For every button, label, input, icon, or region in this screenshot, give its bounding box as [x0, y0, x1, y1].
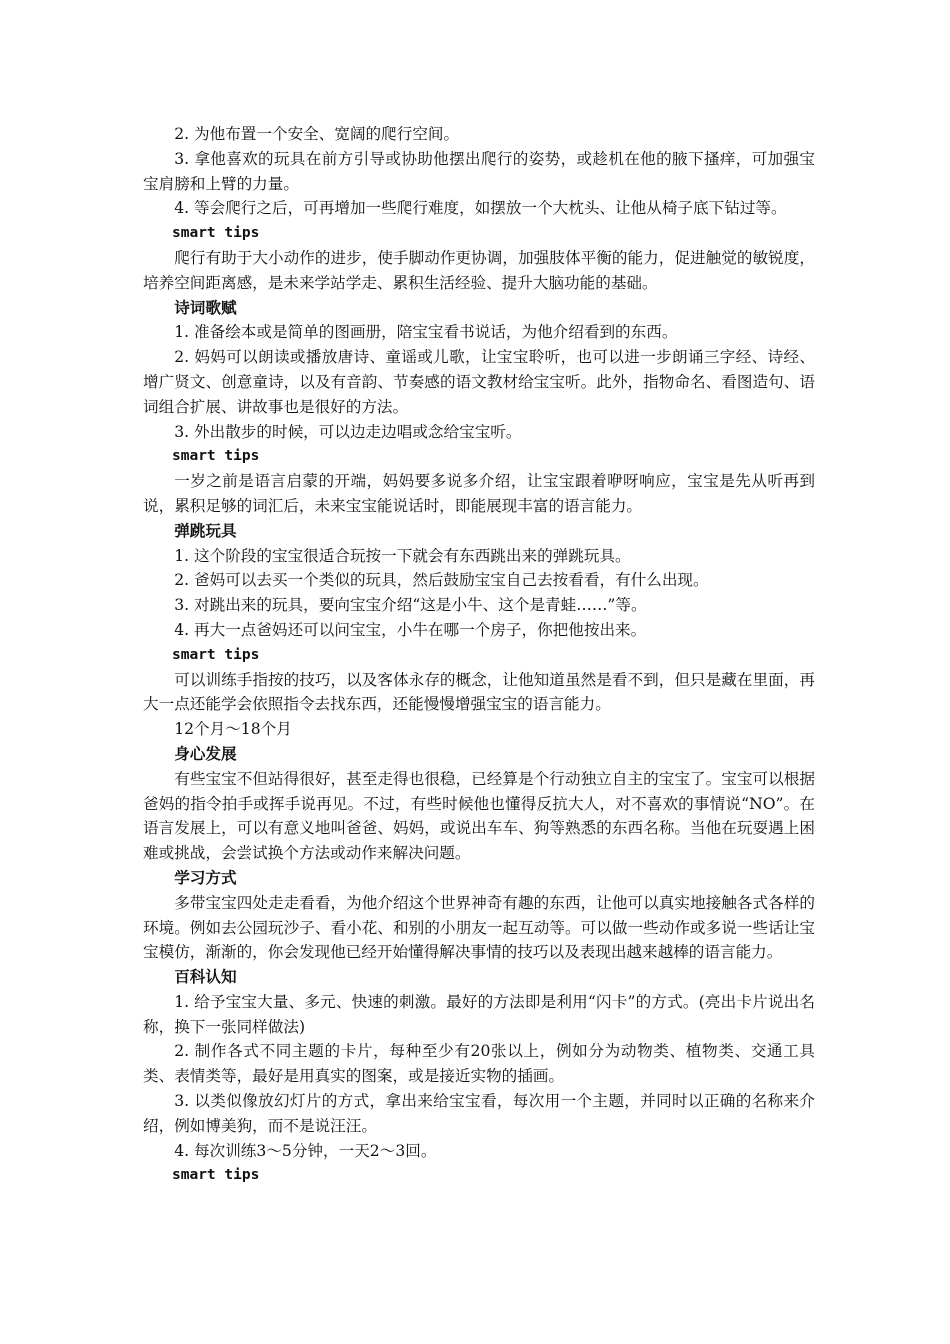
- paragraph: 4. 再大一点爸妈还可以问宝宝，小牛在哪一个房子，你把他按出来。: [174, 620, 647, 639]
- paragraph: 2. 爸妈可以去买一个类似的玩具，然后鼓励宝宝自己去按看看，有什么出现。: [174, 571, 709, 590]
- section-heading: 弹跳玩具: [174, 520, 237, 540]
- paragraph: 1. 给予宝宝大量、多元、快速的刺激。最好的方法即是利用“闪卡”的方式。(亮出卡片说出名称，换下一张同样做法): [143, 992, 815, 1036]
- section-heading: 学习方式: [174, 867, 237, 887]
- smart-tips-label: smart tips: [172, 646, 260, 663]
- paragraph: 可以训练手指按的技巧，以及客体永存的概念，让他知道虽然是看不到，但只是藏在里面，再大一点还能学会依照指令去找东西，还能慢慢增强宝宝的语言能力。: [143, 670, 815, 714]
- paragraph: 3. 拿他喜欢的玩具在前方引导或协助他摆出爬行的姿势，或趁机在他的腋下搔痒，可加强宝宝肩膀和上臂的力量。: [143, 149, 815, 193]
- paragraph: 4. 等会爬行之后，可再增加一些爬行难度，如摆放一个大枕头、让他从椅子底下钻过等。: [174, 199, 787, 218]
- paragraph: 2. 妈妈可以朗读或播放唐诗、童谣或儿歌，让宝宝聆听，也可以进一步朗诵三字经、诗经、增广贤文、创意童诗，以及有音韵、节奏感的语文教材给宝宝听。此外，指物命名、看图造句、语词组合扩展、讲故事也是很好的方法。: [143, 348, 815, 416]
- paragraph: 2. 为他布置一个安全、宽阔的爬行空间。: [174, 125, 460, 143]
- paragraph: 爬行有助于大小动作的进步，使手脚动作更协调，加强肢体平衡的能力，促进触觉的敏锐度，培养空间距离感，是未来学站学走、累积生活经验、提升大脑功能的基础。: [143, 248, 815, 292]
- paragraph: 3. 外出散步的时候，可以边走边唱或念给宝宝听。: [174, 422, 522, 441]
- section-heading: 身心发展: [174, 743, 237, 763]
- paragraph: 4. 每次训练3～5分钟，一天2～3回。: [174, 1141, 437, 1160]
- smart-tips-label: smart tips: [172, 448, 260, 465]
- paragraph: 有些宝宝不但站得很好，甚至走得也很稳，已经算是个行动独立自主的宝宝了。宝宝可以根据爸妈的指令拍手或挥手说再见。不过，有些时候他也懂得反抗大人，对不喜欢的事情说“NO”。在语言发展上，可以有意义地叫爸爸、妈妈，或说出车车、狗等熟悉的东西名称。当他在玩耍遇上困难或挑战，会尝试换个方法或动作来解决问题。: [143, 769, 815, 863]
- paragraph: 多带宝宝四处走走看看，为他介绍这个世界神奇有趣的东西，让他可以真实地接触各式各样的环境。例如去公园玩沙子、看小花、和别的小朋友一起互动等。可以做一些动作或多说一些话让宝宝模仿，渐渐的，你会发现他已经开始懂得解决事情的技巧以及表现出越来越棒的语言能力。: [143, 893, 815, 962]
- smart-tips-label: smart tips: [172, 225, 260, 242]
- section-heading: 百科认知: [174, 967, 237, 987]
- smart-tips-label: smart tips: [172, 1167, 260, 1184]
- section-heading: 诗词歌赋: [174, 297, 237, 317]
- paragraph: 1. 这个阶段的宝宝很适合玩按一下就会有东西跳出来的弹跳玩具。: [174, 546, 631, 565]
- paragraph: 2. 制作各式不同主题的卡片，每种至少有20张以上，例如分为动物类、植物类、交通工具类、表情类等，最好是用真实的图案，或是接近实物的插画。: [143, 1042, 815, 1086]
- paragraph: 1. 准备绘本或是简单的图画册，陪宝宝看书说话，为他介绍看到的东西。: [174, 323, 678, 342]
- paragraph: 3. 对跳出来的玩具，要向宝宝介绍“这是小牛、这个是青蛙……”等。: [174, 596, 647, 615]
- paragraph: 3. 以类似像放幻灯片的方式，拿出来给宝宝看，每次用一个主题，并同时以正确的名称来介绍，例如博美狗，而不是说汪汪。: [143, 1092, 815, 1135]
- document-page: [143, 122, 815, 1188]
- age-range-label: 12个月～18个月: [174, 720, 292, 739]
- paragraph: 一岁之前是语言启蒙的开端，妈妈要多说多介绍，让宝宝跟着咿呀响应，宝宝是先从听再到说，累积足够的词汇后，未来宝宝能说话时，即能展现丰富的语言能力。: [143, 472, 815, 515]
